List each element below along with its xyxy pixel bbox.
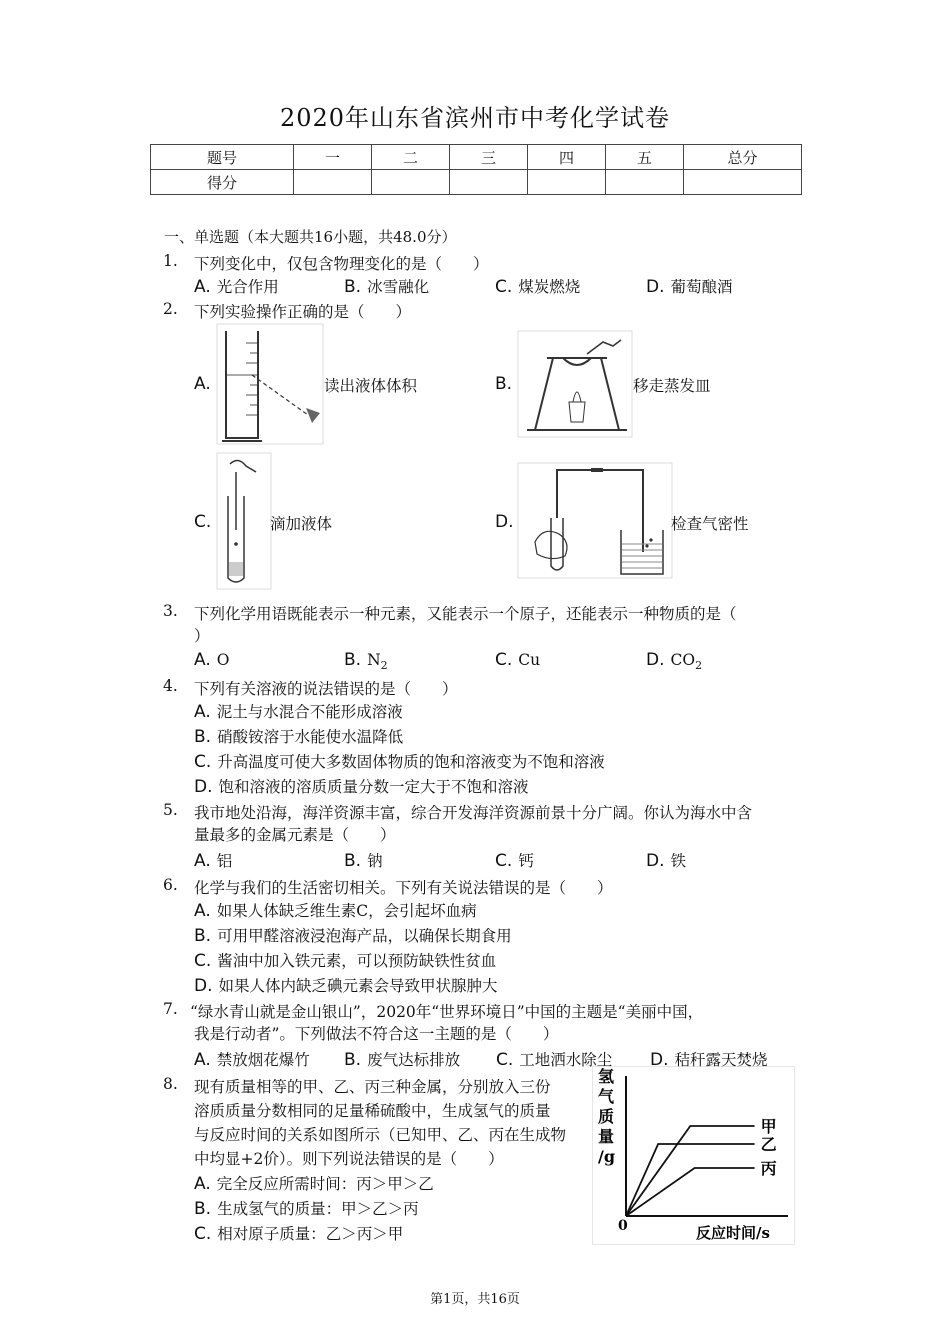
option-d: D. 葡萄酿酒 bbox=[646, 277, 733, 297]
table-cell bbox=[372, 170, 450, 195]
option-b: B. 硝酸铵溶于水能使水温降低 bbox=[194, 727, 404, 747]
score-table-row bbox=[151, 170, 802, 195]
question-text-cont: 我是行动者”。下列做法不符合这一主题的是（ ） bbox=[194, 1025, 559, 1043]
table-cell: 五 bbox=[606, 145, 684, 170]
question-text: 中均显+2价）。则下列说法错误的是（ ） bbox=[194, 1150, 504, 1168]
page-title: 2020年山东省滨州市中考化学试卷 bbox=[279, 104, 671, 132]
series-line-2 bbox=[626, 1168, 755, 1216]
evaporating-dish-figure bbox=[517, 330, 633, 438]
table-cell: 二 bbox=[372, 145, 450, 170]
hydrogen-chart bbox=[592, 1066, 796, 1246]
series-label-2: 丙 bbox=[760, 1159, 777, 1178]
option-c: C. bbox=[194, 512, 212, 532]
option-a: A. 铝 bbox=[194, 851, 233, 871]
option-a: A. 光合作用 bbox=[194, 277, 279, 297]
question-number: 6. bbox=[163, 876, 178, 894]
question-number: 3. bbox=[163, 602, 178, 620]
table-cell: 三 bbox=[450, 145, 528, 170]
y-label-char: 气 bbox=[598, 1087, 615, 1106]
table-cell bbox=[606, 170, 684, 195]
y-label-char: 质 bbox=[598, 1107, 615, 1126]
option-d: D. bbox=[495, 512, 514, 532]
option-b: B. 钠 bbox=[344, 851, 383, 871]
option-c: C. 工地洒水除尘 bbox=[496, 1050, 613, 1070]
option-d: D. 饱和溶液的溶质质量分数一定大于不饱和溶液 bbox=[194, 777, 529, 797]
table-cell bbox=[294, 170, 372, 195]
option-a: A. 泥土与水混合不能形成溶液 bbox=[194, 702, 403, 722]
series-label-1: 乙 bbox=[760, 1135, 777, 1154]
option-a: A. 如果人体缺乏维生素C，会引起坏血病 bbox=[194, 901, 477, 921]
y-label-char: 氢 bbox=[598, 1067, 615, 1086]
option-d: D. 铁 bbox=[646, 851, 687, 871]
option-b: B. bbox=[495, 374, 513, 394]
section-heading: 一、单选题（本大题共16小题，共48.0分） bbox=[164, 228, 457, 246]
option-c: C. 升高温度可使大多数固体物质的饱和溶液变为不饱和溶液 bbox=[194, 752, 605, 772]
question-number: 2. bbox=[163, 300, 178, 318]
option-b-text: 移走蒸发皿 bbox=[633, 377, 711, 395]
table-cell bbox=[450, 170, 528, 195]
y-label-char: 量 bbox=[598, 1127, 615, 1146]
question-text: 下列有关溶液的说法错误的是（ ） bbox=[194, 680, 458, 698]
question-text-cont: ） bbox=[194, 627, 210, 645]
question-text: 与反应时间的关系如图所示（已知甲、乙、丙在生成物 bbox=[194, 1126, 567, 1144]
question-text: 下列变化中，仅包含物理变化的是（ ） bbox=[194, 255, 489, 273]
option-a: A. 完全反应所需时间：丙＞甲＞乙 bbox=[194, 1174, 434, 1194]
question-text: 下列实验操作正确的是（ ） bbox=[194, 303, 412, 321]
series-label-0: 甲 bbox=[760, 1117, 777, 1136]
table-cell: 四 bbox=[528, 145, 606, 170]
score-table bbox=[150, 144, 802, 195]
table-cell: 总分 bbox=[684, 145, 802, 170]
table-cell: 题号 bbox=[151, 145, 294, 170]
table-cell: 得分 bbox=[151, 170, 294, 195]
score-table-header bbox=[151, 145, 802, 170]
option-d: D. 如果人体内缺乏碘元素会导致甲状腺肿大 bbox=[194, 976, 498, 996]
option-c: C. 钙 bbox=[495, 851, 534, 871]
question-number: 5. bbox=[163, 801, 178, 819]
option-c: C. 煤炭燃烧 bbox=[495, 277, 581, 297]
option-a: A. 禁放烟花爆竹 bbox=[194, 1050, 310, 1070]
airtightness-figure bbox=[517, 462, 673, 579]
option-b: B. 可用甲醛溶液浸泡海产品，以确保长期食用 bbox=[194, 926, 512, 946]
option-a: A. bbox=[194, 374, 211, 394]
table-cell bbox=[528, 170, 606, 195]
question-number: 1. bbox=[163, 252, 178, 270]
origin-label: 0 bbox=[618, 1218, 628, 1234]
y-label-char: /g bbox=[598, 1147, 616, 1166]
question-text: 溶质质量分数相同的足量稀硫酸中，生成氢气的质量 bbox=[194, 1102, 551, 1120]
option-c: C. Cu bbox=[495, 650, 541, 670]
option-d: D. $CO_2$ bbox=[646, 650, 703, 673]
question-number: 7. bbox=[163, 1000, 178, 1018]
dropper-figure bbox=[216, 452, 272, 590]
series-line-1 bbox=[626, 1144, 755, 1216]
option-a: A. O bbox=[194, 650, 230, 670]
option-b: B. 废气达标排放 bbox=[344, 1050, 461, 1070]
question-text: 现有质量相等的甲、乙、丙三种金属，分别放入三份 bbox=[194, 1078, 551, 1096]
page-footer: 第1页，共16页 bbox=[430, 1292, 520, 1307]
question-text-cont: 量最多的金属元素是（ ） bbox=[194, 826, 396, 844]
question-text: 化学与我们的生活密切相关。下列有关说法错误的是（ ） bbox=[194, 879, 613, 897]
option-b: B. $N_2$ bbox=[344, 650, 388, 673]
x-axis-label: 反应时间/s bbox=[696, 1224, 770, 1242]
question-number: 8. bbox=[163, 1075, 178, 1093]
option-a-text: 读出液体体积 bbox=[324, 377, 418, 395]
option-b: B. 生成氢气的质量：甲＞乙＞丙 bbox=[194, 1199, 419, 1219]
graduated-cylinder-figure bbox=[216, 323, 326, 446]
question-text: 下列化学用语既能表示一种元素，又能表示一个原子，还能表示一种物质的是（ bbox=[194, 605, 737, 623]
option-d-text: 检查气密性 bbox=[671, 515, 749, 533]
question-text: “绿水青山就是金山银山”，2020年“世界环境日”中国的主题是“美丽中国， bbox=[190, 1003, 704, 1021]
table-cell: 一 bbox=[294, 145, 372, 170]
option-b: B. 冰雪融化 bbox=[344, 277, 430, 297]
option-c: C. 相对原子质量：乙＞丙＞甲 bbox=[194, 1224, 404, 1244]
table-cell bbox=[684, 170, 802, 195]
option-d: D. 秸秆露天焚烧 bbox=[650, 1050, 768, 1070]
option-c: C. 酱油中加入铁元素，可以预防缺铁性贫血 bbox=[194, 951, 497, 971]
question-text: 我市地处沿海，海洋资源丰富，综合开发海洋资源前景十分广阔。你认为海水中含 bbox=[194, 804, 753, 822]
question-number: 4. bbox=[163, 677, 178, 695]
option-c-text: 滴加液体 bbox=[270, 515, 333, 533]
